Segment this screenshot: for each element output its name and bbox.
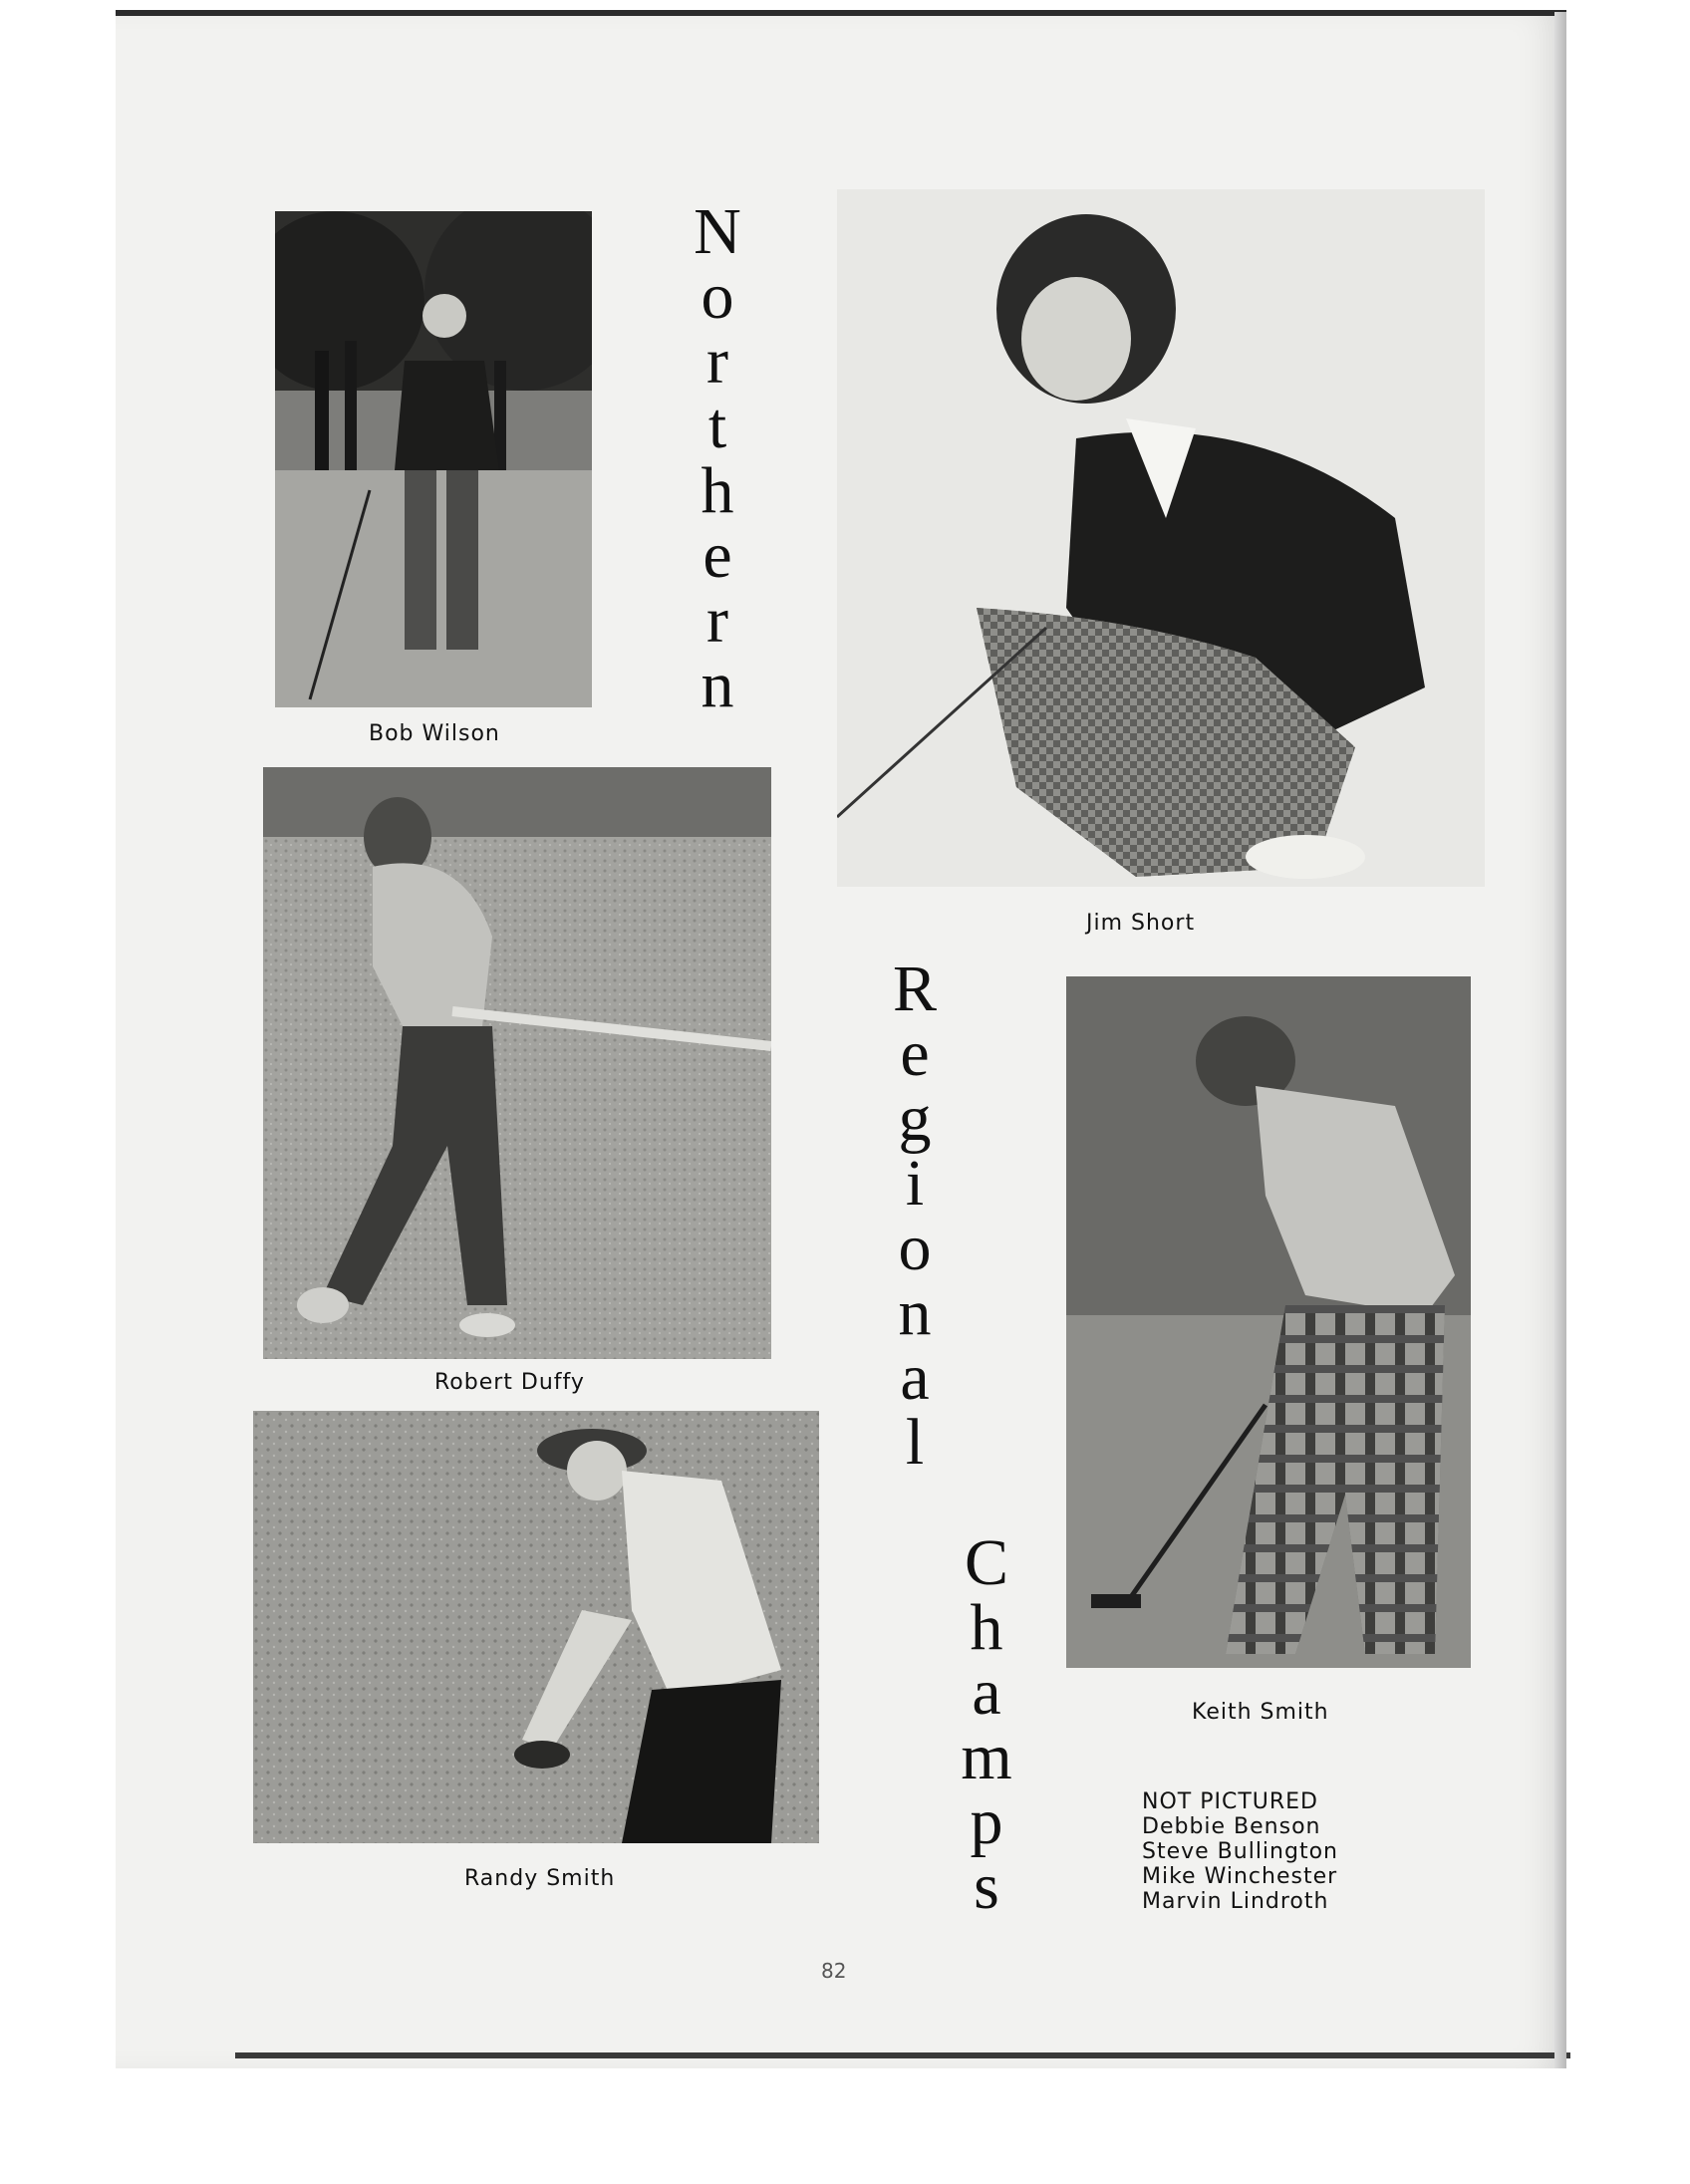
title-letter: t bbox=[707, 390, 727, 462]
caption-jim-short: Jim Short bbox=[1086, 911, 1196, 936]
not-pictured-heading: NOT PICTURED bbox=[1142, 1789, 1318, 1814]
title-letter: h bbox=[970, 1591, 1003, 1664]
title-letter: a bbox=[972, 1656, 1001, 1729]
not-pictured-list bbox=[1142, 1789, 1338, 1914]
title-letter: s bbox=[974, 1850, 999, 1923]
title-letter: o bbox=[701, 260, 734, 333]
photo-bob-wilson bbox=[275, 211, 592, 707]
title-letter: i bbox=[905, 1147, 925, 1220]
photo-randy-smith bbox=[253, 1411, 819, 1843]
not-pictured-name: Steve Bullington bbox=[1142, 1839, 1338, 1864]
title-letter: e bbox=[703, 519, 732, 592]
title-letter: g bbox=[898, 1082, 932, 1155]
title-letter: l bbox=[905, 1406, 925, 1479]
photo-robert-duffy bbox=[263, 767, 771, 1359]
page-bottom-edge bbox=[235, 2052, 1570, 2058]
caption-bob-wilson: Bob Wilson bbox=[369, 721, 500, 746]
caption-keith-smith: Keith Smith bbox=[1192, 1700, 1329, 1725]
photo-keith-smith bbox=[1066, 976, 1471, 1668]
title-letter: n bbox=[701, 649, 734, 721]
title-champs bbox=[957, 1526, 1016, 1923]
title-regional bbox=[885, 953, 945, 1479]
page-top-edge bbox=[116, 10, 1566, 16]
title-letter: p bbox=[970, 1785, 1003, 1858]
page-number: 82 bbox=[821, 1959, 847, 1983]
title-letter: h bbox=[701, 454, 734, 527]
title-letter: r bbox=[706, 325, 728, 398]
title-letter: R bbox=[892, 953, 938, 1025]
caption-randy-smith: Randy Smith bbox=[464, 1866, 616, 1891]
title-letter: n bbox=[898, 1276, 932, 1349]
title-letter: m bbox=[961, 1721, 1012, 1793]
title-letter: o bbox=[898, 1212, 932, 1284]
title-letter: N bbox=[694, 195, 741, 268]
title-letter: r bbox=[706, 584, 728, 657]
caption-robert-duffy: Robert Duffy bbox=[434, 1370, 585, 1395]
not-pictured-name: Marvin Lindroth bbox=[1142, 1889, 1329, 1914]
title-letter: C bbox=[964, 1526, 1009, 1599]
photo-jim-short bbox=[837, 189, 1485, 887]
title-northern bbox=[688, 195, 747, 721]
page-binding-shadow bbox=[1554, 12, 1566, 2068]
title-letter: a bbox=[900, 1341, 930, 1414]
not-pictured-name: Mike Winchester bbox=[1142, 1864, 1338, 1889]
not-pictured-name: Debbie Benson bbox=[1142, 1814, 1321, 1839]
title-letter: e bbox=[900, 1017, 930, 1090]
